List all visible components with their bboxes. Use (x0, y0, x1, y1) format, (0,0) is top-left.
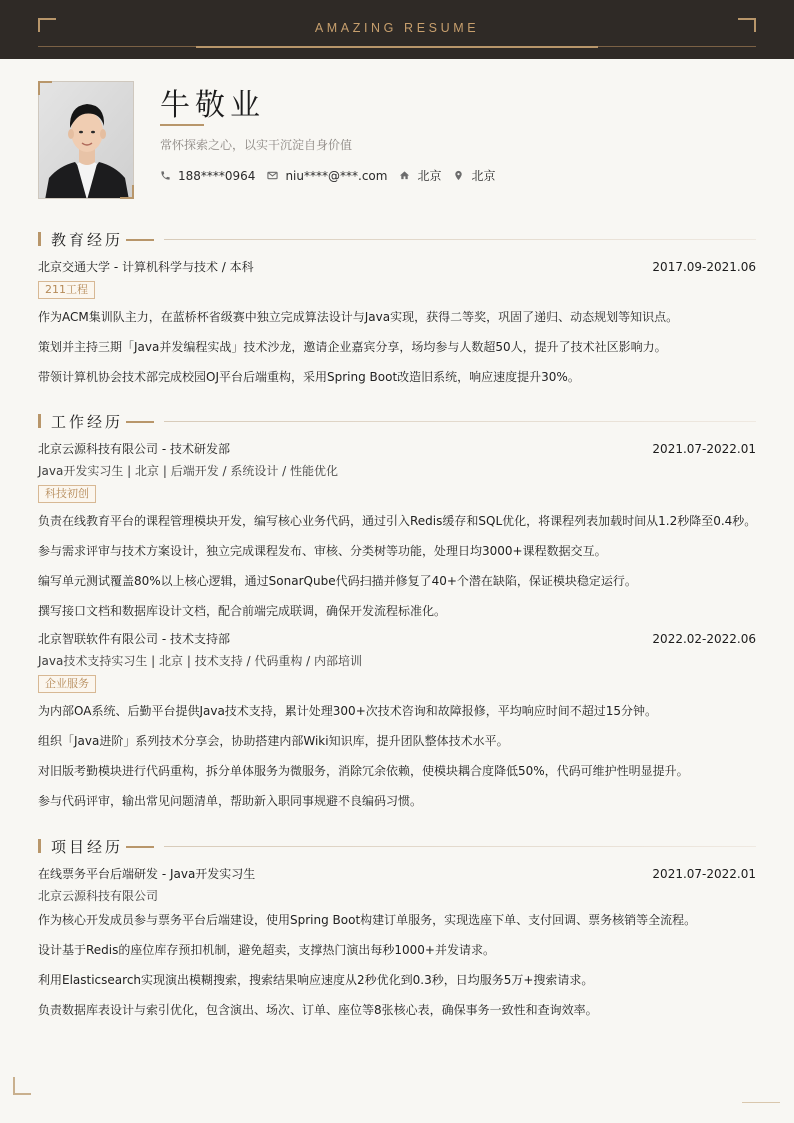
entry-title: 在线票务平台后端研发 - Java开发实习生 (38, 867, 256, 881)
portrait-image (39, 82, 134, 199)
section-marker (38, 414, 41, 428)
section-divider (164, 846, 756, 847)
entry-bullet: 撰写接口文档和数据库设计文档，配合前端完成联调，确保开发流程标准化。 (38, 604, 447, 618)
section-header (38, 838, 756, 856)
entry-title: 北京交通大学 - 计算机科学与技术 / 本科 (38, 260, 254, 274)
section-accent-line (126, 421, 154, 423)
entry-bullet: 作为核心开发成员参与票务平台后端建设，使用Spring Boot构建订单服务，实现选座下单、支付回调、票务核销等全流程。 (38, 913, 697, 927)
entry-date: 2022.02-2022.06 (652, 632, 756, 646)
entry-header (38, 438, 756, 460)
projects-section (38, 838, 756, 1019)
entry-date: 2017.09-2021.06 (652, 260, 756, 274)
photo-corner (38, 81, 52, 95)
entry-bullet: 参与需求评审与技术方案设计，独立完成课程发布、审核、分类树等功能，处理日均3000+课程数据交互。 (38, 544, 607, 558)
header-band (0, 0, 794, 59)
banner-title: AMAZING RESUME (314, 21, 480, 35)
corner-ornament (13, 1077, 31, 1095)
entry-title: 北京云源科技有限公司 - 技术研发部 (38, 442, 230, 456)
section-marker (38, 232, 41, 246)
section-title: 工作经历 (51, 413, 124, 431)
entry-bullet: 作为ACM集训队主力，在蓝桥杯省级赛中独立完成算法设计与Java实现，获得二等奖，巩固了递归、动态规划等知识点。 (38, 310, 679, 324)
avatar (38, 81, 134, 199)
map-pin-icon (453, 170, 464, 181)
entry-tag: 211工程 (38, 281, 95, 299)
city-text: 北京 (471, 169, 496, 183)
footer-divider (742, 1102, 780, 1103)
entry-header (38, 628, 756, 650)
work-section (38, 413, 756, 810)
project-entry (38, 863, 756, 1019)
entry-date: 2021.07-2022.01 (652, 867, 756, 881)
entry-bullet: 设计基于Redis的座位库存预扣机制，避免超卖，支撑热门演出每秒1000+并发请求。 (38, 943, 495, 957)
phone-text: 188****0964 (178, 168, 256, 183)
entry-bullet: 策划并主持三期「Java并发编程实战」技术沙龙，邀请企业嘉宾分享，场均参与人数超50人，提升了技术社区影响力。 (38, 340, 667, 354)
entry-tag: 企业服务 (38, 675, 96, 693)
entry-bullet: 负责在线教育平台的课程管理模块开发，编写核心业务代码，通过引入Redis缓存和SQL优化，将课程列表加载时间从1.2秒降至0.4秒。 (38, 514, 757, 528)
section-title: 项目经历 (51, 838, 124, 856)
entry-bullet: 编写单元测试覆盖80%以上核心逻辑，通过SonarQube代码扫描并修复了40+个潜在缺陷，保证模块稳定运行。 (38, 574, 637, 588)
contact-location (399, 167, 441, 184)
motto: 常怀探索之心，以实干沉淀自身价值 (160, 138, 353, 152)
section-marker (38, 839, 41, 853)
entry-bullet: 参与代码评审，输出常见问题清单，帮助新入职同事规避不良编码习惯。 (38, 794, 423, 808)
home-icon (399, 170, 410, 181)
contact-phone (160, 169, 255, 183)
work-entry (38, 628, 756, 810)
contact-city (453, 167, 495, 184)
education-entry (38, 256, 756, 386)
section-divider (164, 421, 756, 422)
entry-tag: 科技初创 (38, 485, 96, 503)
contact-row (160, 167, 507, 184)
education-section (38, 231, 756, 386)
entry-bullet: 为内部OA系统、后勤平台提供Java技术支持，累计处理300+次技术咨询和故障报修，平均响应时间不超过15分钟。 (38, 704, 658, 718)
entry-bullet: 负责数据库表设计与索引优化，包含演出、场次、订单、座位等8张核心表，确保事务一致性和查询效率。 (38, 1003, 598, 1017)
section-header (38, 413, 756, 431)
name-underline (160, 124, 204, 126)
section-accent-line (126, 239, 154, 241)
entry-bullet: 组织「Java进阶」系列技术分享会，协助搭建内部Wiki知识库，提升团队整体技术水平。 (38, 734, 509, 748)
section-header (38, 231, 756, 249)
work-entry (38, 438, 756, 620)
phone-icon (160, 170, 171, 181)
banner-divider-accent (196, 46, 598, 48)
section-title: 教育经历 (51, 231, 124, 249)
entry-bullet: 带领计算机协会技术部完成校园OJ平台后端重构，采用Spring Boot改造旧系统，响应速度提升30%。 (38, 370, 580, 384)
photo-corner (120, 185, 134, 199)
entry-subtitle: 北京云源科技有限公司 (38, 889, 159, 903)
entry-header (38, 256, 756, 278)
entry-bullet: 利用Elasticsearch实现演出模糊搜索，搜索结果响应速度从2秒优化到0.3秒，日均服务5万+搜索请求。 (38, 973, 594, 987)
profile-photo (38, 81, 134, 199)
section-accent-line (126, 846, 154, 848)
section-divider (164, 239, 756, 240)
entry-title: 北京智联软件有限公司 - 技术支持部 (38, 632, 230, 646)
contact-email (267, 169, 387, 183)
entry-subtitle: Java技术支持实习生 | 北京 | 技术支持 / 代码重构 / 内部培训 (38, 654, 363, 668)
entry-bullet: 对旧版考勤模块进行代码重构，拆分单体服务为微服务，消除冗余依赖，使模块耦合度降低50%，代码可维护性明显提升。 (38, 764, 689, 778)
location-text: 北京 (417, 169, 442, 183)
candidate-name: 牛敬业 (160, 88, 265, 123)
entry-date: 2021.07-2022.01 (652, 442, 756, 456)
entry-subtitle: Java开发实习生 | 北京 | 后端开发 / 系统设计 / 性能优化 (38, 464, 339, 478)
mail-icon (267, 170, 278, 181)
email-text: niu****@***.com (285, 168, 388, 183)
entry-header (38, 863, 756, 885)
